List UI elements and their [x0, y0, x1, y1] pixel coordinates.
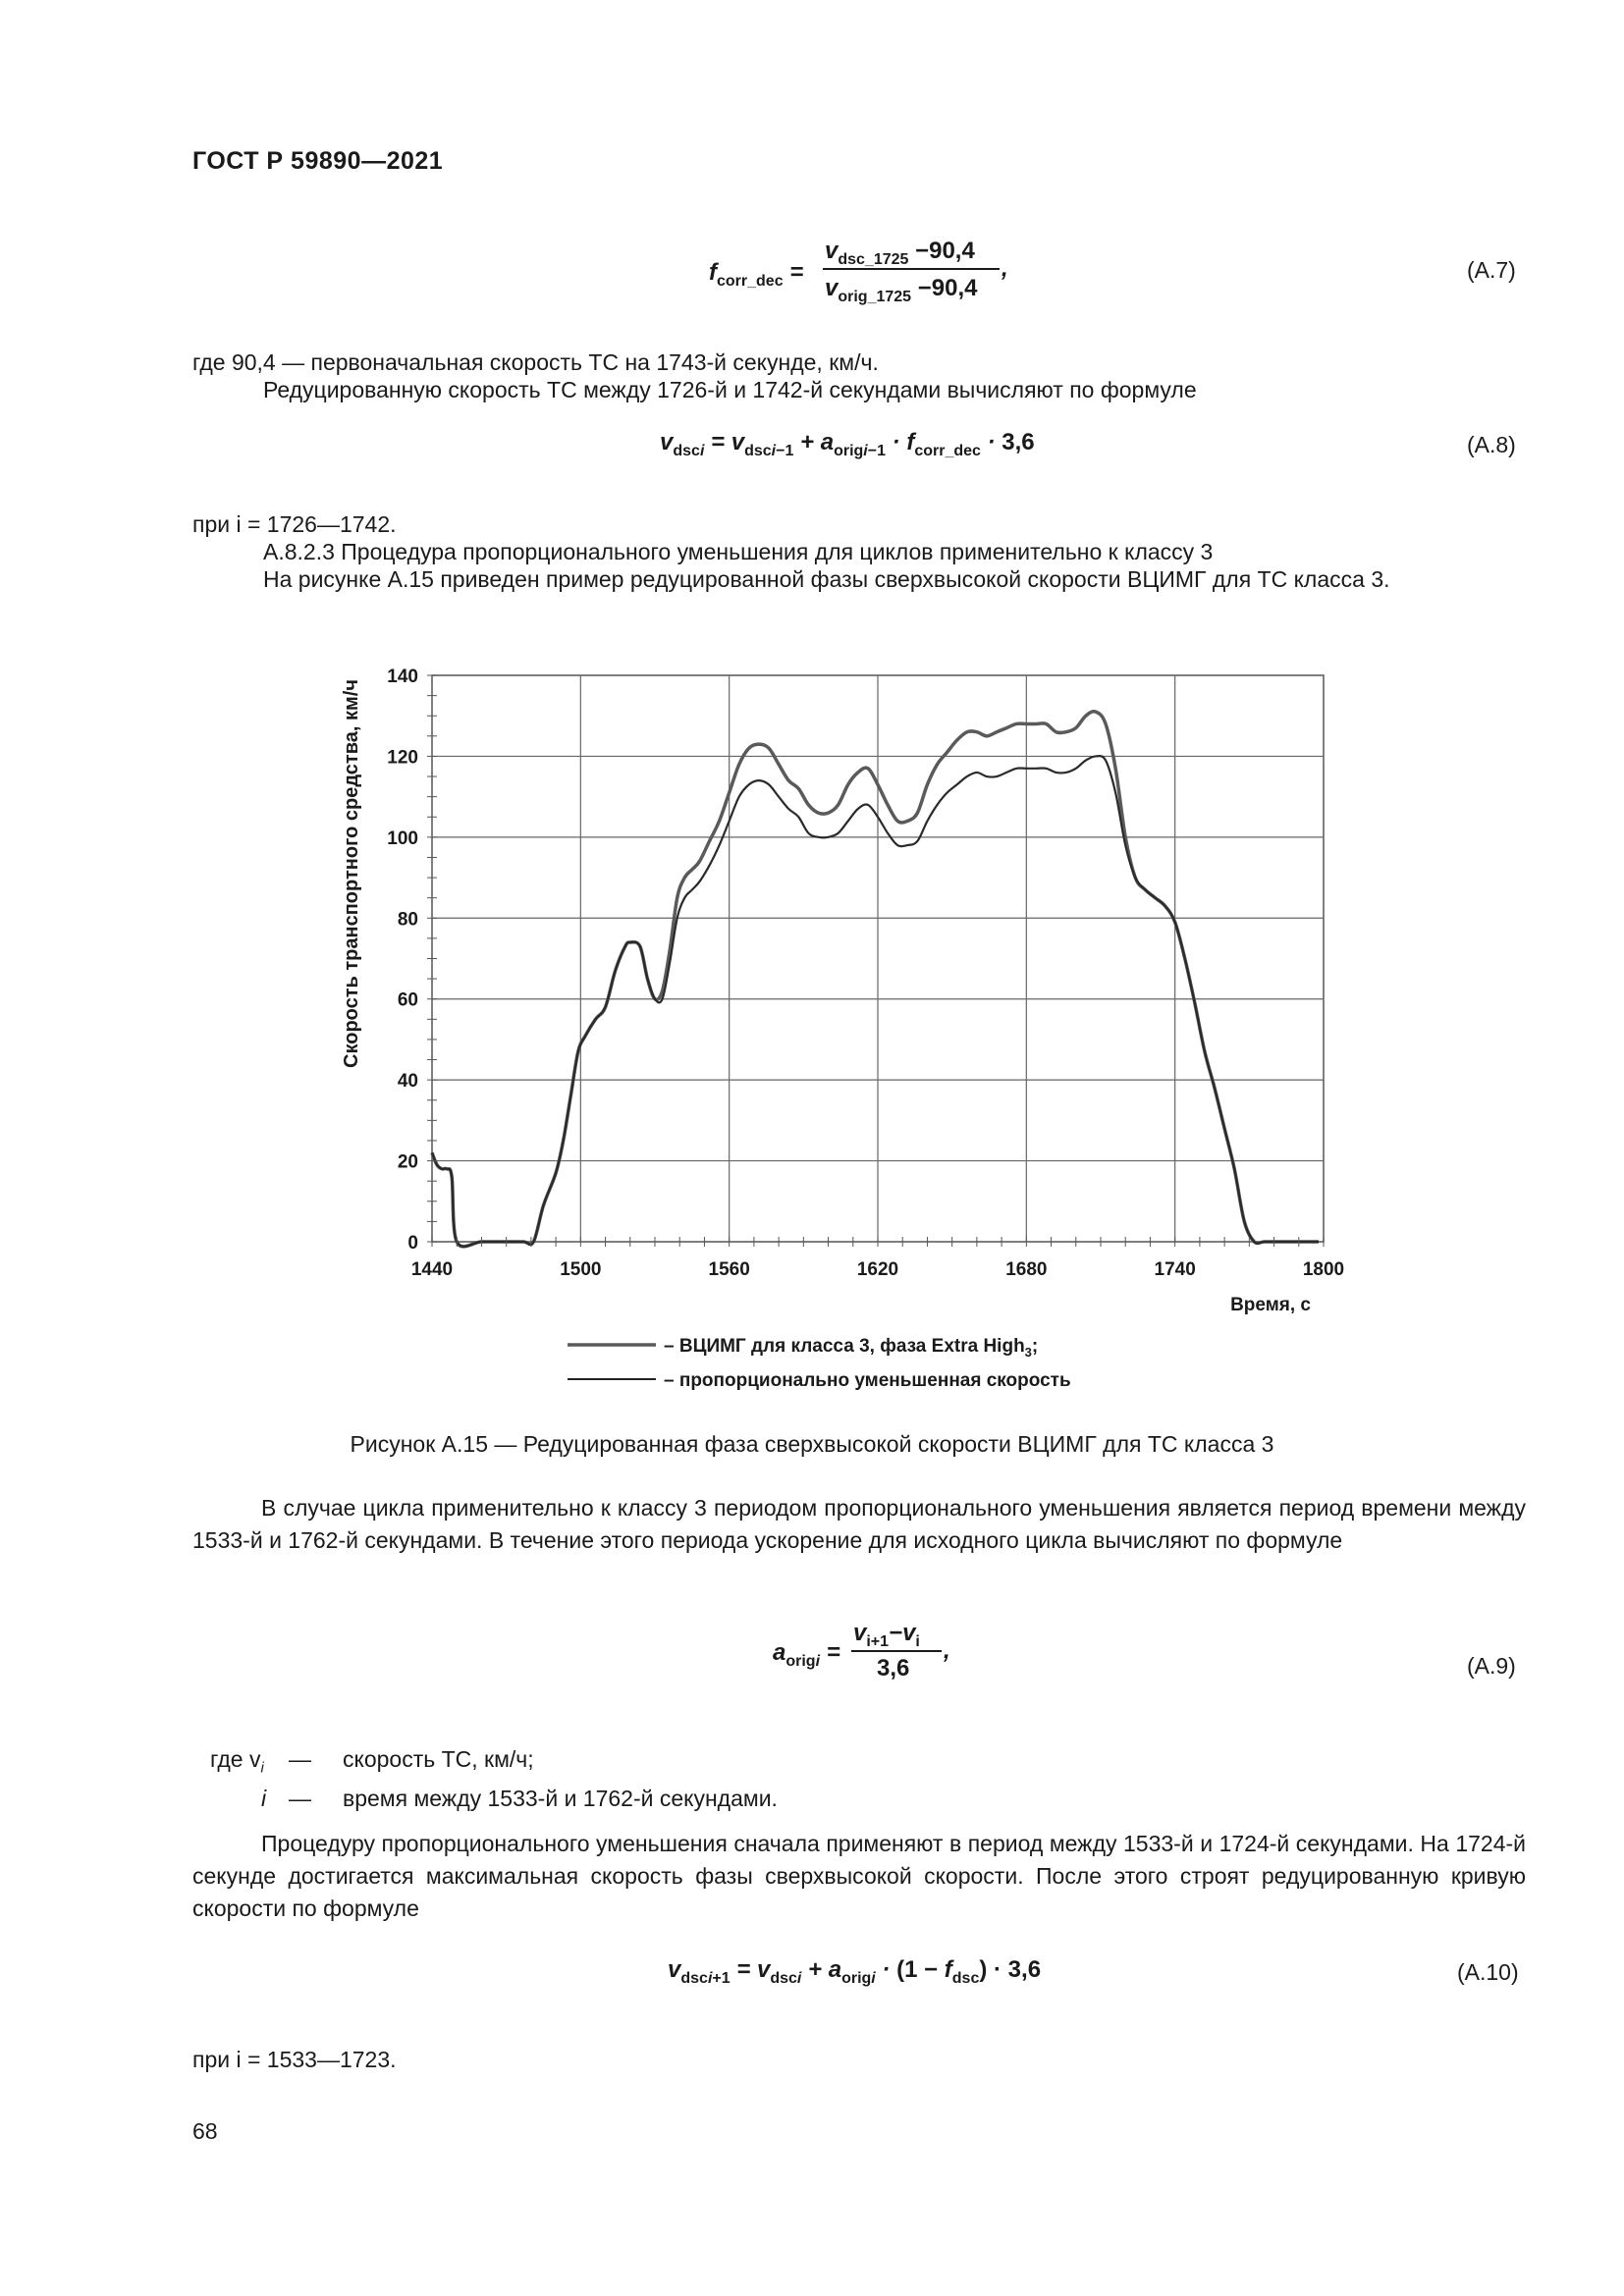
figure-caption: Рисунок А.15 — Редуцированная фаза сверхвысокой скорости ВЦИМГ для ТС класса 3 — [350, 1431, 1274, 1457]
y-tick-label: 120 — [387, 747, 418, 769]
text-where-904: где 90,4 — первоначальная скорость ТС на 1743-й секунде, км/ч. — [192, 349, 879, 375]
equation-a8: $v_{dsci} = v_{dsci-1} + a_{origi-1} \cdot f_{corr\_dec} \cdot 3,6$ — [660, 429, 1035, 459]
a9-num-rest: −v — [889, 1620, 916, 1646]
x-tick-label: 1560 — [708, 1259, 750, 1280]
a9-trail: , — [944, 1637, 950, 1664]
x-tick-label: 1620 — [856, 1259, 899, 1280]
y-tick-label: 0 — [407, 1233, 418, 1254]
a7-lhs: f — [709, 259, 717, 286]
legend-label-reduced: – пропорционально уменьшенная скорость — [664, 1370, 1071, 1391]
document-header: ГОСТ Р 59890—2021 — [192, 147, 444, 175]
a9-num-v: v — [853, 1620, 867, 1646]
page-number: 68 — [192, 2118, 218, 2144]
equation-a9: $a_{origi}$ = $v_{i+1}-v_i$ 3,6 , — [773, 1620, 950, 1682]
where-symbol: где $v_i$ — [210, 1746, 264, 1777]
equation-a9-number: (A.9) — [1467, 1653, 1516, 1679]
a9-num-sub: i+1 — [866, 1632, 890, 1650]
series-line-reduced — [432, 756, 1319, 1247]
series-line-original — [432, 712, 1319, 1247]
a7-den-rest: −90,4 — [917, 275, 978, 301]
equation-a10-number: (A.10) — [1457, 1959, 1519, 1985]
y-tick-label: 20 — [397, 1151, 418, 1173]
text-figure-ref: На рисунке А.15 приведен пример редуцированной фазы сверхвысокой скорости ВЦИМГ для ТС класса 3. — [263, 566, 1390, 592]
section-a823: А.8.2.3 Процедура пропорционального уменьшения для циклов применительно к классу 3 — [263, 539, 1214, 564]
speed-chart — [324, 653, 1355, 1391]
x-tick-label: 1440 — [410, 1259, 454, 1280]
x-axis-label: Время, с — [1230, 1295, 1311, 1315]
y-tick-label: 60 — [397, 989, 418, 1011]
chart-series — [432, 712, 1319, 1247]
a7-trail: , — [1001, 255, 1008, 282]
chart-ticks — [387, 667, 1344, 1280]
where-dash: — — [289, 1746, 311, 1772]
y-axis-label: Скорость транспортного средства, км/ч — [341, 679, 362, 1068]
a9-num-sub2: i — [915, 1632, 920, 1650]
y-tick-label: 100 — [387, 828, 418, 849]
where-desc: время между 1533-й и 1762-й секундами. — [343, 1786, 778, 1811]
a9-lhs: a — [773, 1639, 786, 1666]
text-range-2: при i = 1533—1723. — [192, 2047, 397, 2072]
a7-den-var: v — [825, 275, 839, 301]
a7-fraction-line — [823, 268, 1000, 270]
x-tick-label: 1500 — [560, 1259, 602, 1280]
a9-den: 3,6 — [877, 1655, 910, 1682]
x-tick-label: 1740 — [1154, 1259, 1196, 1280]
a7-num-var: v — [825, 238, 839, 264]
y-tick-label: 140 — [387, 667, 418, 687]
equation-a8-number: (A.8) — [1467, 432, 1516, 457]
y-tick-label: 40 — [397, 1071, 418, 1093]
a7-num-sub: dsc_1725 — [838, 250, 909, 268]
para-procedure: Процедуру пропорционального уменьшения сначала применяют в период между 1533-й и 1724-й секундами. На 1724-й секунде достигается максимальная скорость фазы сверхвысокой скорости. После этого строят редуцированную кривую скорости по формуле — [192, 1831, 1526, 1921]
text-reduced-speed: Редуцированную скорость ТС между 1726-й и 1742-й секундами вычисляют по формуле — [263, 377, 1197, 402]
a7-lhs-sub: corr_dec — [717, 272, 784, 290]
text-range-1: при i = 1726—1742. — [192, 511, 397, 537]
where-dash: — — [289, 1786, 311, 1811]
equation-a7-number: (A.7) — [1467, 257, 1516, 283]
where-desc: скорость ТС, км/ч; — [343, 1746, 534, 1772]
a7-den-sub: orig_1725 — [838, 288, 912, 305]
a9-lhs-subsub: i — [815, 1652, 821, 1670]
chart-grid — [432, 675, 1324, 1242]
para-period: В случае цикла применительно к классу 3 периодом пропорционального уменьшения является период времени между 1533-й и 1762-й секундами. В течение этого периода ускорение для исходного цикла вычисляют по формуле — [192, 1495, 1526, 1553]
x-tick-label: 1680 — [1005, 1259, 1048, 1280]
a9-lhs-sub: orig — [785, 1652, 816, 1670]
a7-num-rest: −90,4 — [915, 238, 975, 264]
x-tick-label: 1800 — [1302, 1259, 1345, 1280]
a9-fraction-line — [851, 1650, 942, 1652]
y-tick-label: 80 — [397, 909, 418, 931]
where-symbol: i — [261, 1786, 267, 1811]
where-item-vi — [210, 1743, 1094, 1785]
equation-a7: $f_{corr\_dec}$ = $v_{dsc\_1725} -90,4$ $v_{orig\_1725} -90,4$ , — [709, 238, 1008, 305]
equation-a10: $v_{dsci+1} = v_{dsci} + a_{origi} \cdot (1 - f_{dsc}) \cdot 3,6$ — [668, 1956, 1042, 1987]
legend-label-original: – ВЦИМГ для класса 3, фаза Extra High$_3$; — [664, 1336, 1039, 1360]
